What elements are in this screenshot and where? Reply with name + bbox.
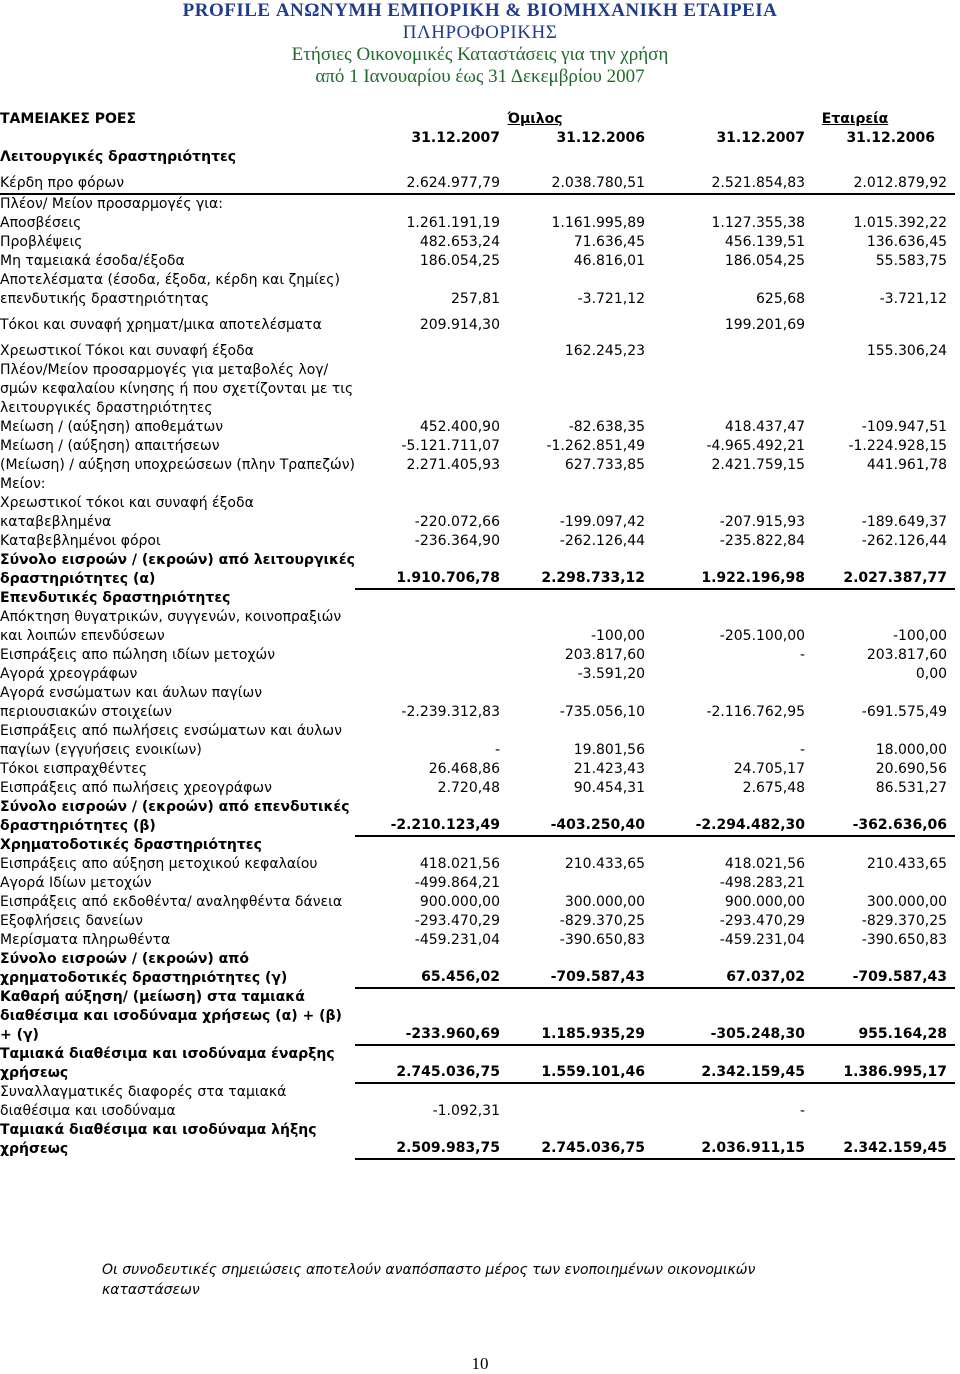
row-value-company-2007: 1.127.355,38 (711, 215, 806, 231)
row-value-company-2007: -2.116.762,95 (706, 704, 806, 720)
row-value-group-2007: 209.914,30 (419, 317, 500, 333)
row-value-group-2007: - (494, 742, 500, 758)
row-value-company-2006 (805, 1083, 955, 1121)
row-value-group-2007: 2.509.983,75 (355, 1121, 500, 1159)
table-row (0, 836, 955, 855)
table-row (0, 494, 955, 532)
row-value-group-2007: -2.210.123,49 (355, 798, 500, 836)
table-row (0, 646, 955, 665)
row-value-group-2006 (500, 589, 645, 608)
date-header-company-2006: 31.12.2006 (846, 130, 936, 146)
table-row (0, 779, 955, 798)
row-label: Πλέον/Μείον προσαρμογές για μεταβολές λογ/σμών κεφαλαίου κίνησης ή που σχετίζονται με τις λειτουργικές δραστηριότητες (0, 362, 354, 416)
row-value-company-2007: -205.100,00 (719, 628, 806, 644)
row-value-company-2006: -829.370,25 (861, 913, 948, 929)
table-row (0, 194, 955, 214)
row-value-group-2006 (500, 316, 645, 335)
row-label: Ταμιακά διαθέσιμα και ισοδύναμα λήξης χρήσεως (0, 1122, 317, 1157)
row-value-group-2007 (355, 475, 500, 494)
row-label: Χρεωστικοί τόκοι και συναφή έξοδα καταβεβλημένα (0, 495, 254, 530)
row-value-company-2006: 2.012.879,92 (805, 174, 955, 194)
row-value-company-2007: 67.037,02 (645, 950, 805, 988)
operating-heading: Λειτουργικές δραστηριότητες (0, 149, 237, 165)
row-value-group-2006: 19.801,56 (573, 742, 646, 758)
row-value-company-2007: -305.248,30 (645, 988, 805, 1045)
row-label: Εξοφλήσεις δανείων (0, 913, 143, 929)
row-value-company-2007 (645, 194, 805, 214)
row-value-company-2006: 955.164,28 (805, 988, 955, 1045)
footnote: Οι συνοδευτικές σημειώσεις αποτελούν αναπόσπαστο μέρος των ενοποιημένων οικονομικών καταστάσεων (102, 1262, 756, 1298)
row-value-company-2006: 2.342.159,45 (805, 1121, 955, 1159)
row-value-company-2006: -390.650,83 (861, 932, 948, 948)
row-value-company-2006: 441.961,78 (866, 457, 948, 473)
table-row (0, 456, 955, 475)
row-label: Αποτελέσματα (έσοδα, έξοδα, κέρδη και ζημίες) επενδυτικής δραστηριότητας (0, 272, 340, 307)
row-value-company-2007: 199.201,69 (724, 317, 806, 333)
row-label: Σύνολο εισροών / (εκροών) από επενδυτικές δραστηριότητες (β) (0, 799, 350, 834)
row-value-group-2007: 2.720,48 (437, 780, 500, 796)
row-value-company-2007: 2.036.911,15 (645, 1121, 805, 1159)
row-label: Συναλλαγματικές διαφορές στα ταμιακά διαθέσιμα και ισοδύναμα (0, 1084, 287, 1119)
table-row (0, 589, 955, 608)
table-row (0, 1121, 955, 1159)
row-value-group-2006: -735.056,10 (559, 704, 646, 720)
table-row (0, 1045, 955, 1083)
row-value-company-2006: 2.027.387,77 (805, 551, 955, 589)
row-label: Εισπράξεις απο αύξηση μετοχικού κεφαλαίου (0, 856, 318, 872)
row-value-company-2006: -109.947,51 (861, 419, 948, 435)
row-value-company-2006: 1.386.995,17 (805, 1045, 955, 1083)
row-value-group-2006: 21.423,43 (573, 761, 646, 777)
row-value-company-2006: -362.636,06 (805, 798, 955, 836)
table-row (0, 912, 955, 931)
row-value-group-2007: -293.470,29 (414, 913, 500, 929)
row-label: Μείον: (0, 476, 46, 492)
row-value-company-2007: 625,68 (756, 291, 806, 307)
row-label: Εισπράξεις από πωλήσεις χρεογράφων (0, 780, 272, 796)
row-value-company-2006 (805, 194, 955, 214)
row-label: Καθαρή αύξηση/ (μείωση) στα ταμιακά διαθέσιμα και ισοδύναμα χρήσεως (α) + (β) + (γ) (0, 989, 342, 1043)
row-value-group-2006: -829.370,25 (559, 913, 646, 929)
row-value-group-2006: 210.433,65 (564, 856, 646, 872)
row-value-group-2006 (500, 194, 645, 214)
row-value-group-2007 (355, 361, 500, 418)
date-header-group-2006: 31.12.2006 (556, 130, 646, 146)
row-value-company-2006: -691.575,49 (861, 704, 948, 720)
row-value-company-2007: -293.470,29 (719, 913, 806, 929)
table-row (0, 665, 955, 684)
table-row (0, 252, 955, 271)
row-value-company-2006: -3.721,12 (879, 291, 948, 307)
row-value-company-2007: 24.705,17 (733, 761, 806, 777)
row-value-company-2006: 55.583,75 (875, 253, 948, 269)
statement-period: από 1 Ιανουαρίου έως 31 Δεκεμβρίου 2007 (315, 66, 645, 87)
row-value-group-2006: -709.587,43 (500, 950, 645, 988)
row-label: Μερίσματα πληρωθέντα (0, 932, 171, 948)
row-value-group-2007: 65.456,02 (355, 950, 500, 988)
row-value-company-2006 (805, 361, 955, 418)
row-value-group-2006: -1.262.851,49 (546, 438, 646, 454)
row-value-group-2006: -199.097,42 (559, 514, 646, 530)
row-label: Μείωση / (αύξηση) αποθεμάτων (0, 419, 224, 435)
row-value-company-2006: -1.224.928,15 (848, 438, 948, 454)
row-value-company-2006: 1.015.392,22 (853, 215, 948, 231)
row-label: Πλέον/ Μείον προσαρμογές για: (0, 196, 223, 212)
date-header-company-2007: 31.12.2007 (716, 130, 806, 146)
row-value-group-2007 (355, 836, 500, 855)
row-value-company-2006 (805, 589, 955, 608)
row-value-company-2007: 2.421.759,15 (711, 457, 806, 473)
row-label: Απόκτηση θυγατρικών, συγγενών, κοινοπραξιών και λοιπών επενδύσεων (0, 609, 342, 644)
row-value-group-2007: -499.864,21 (414, 875, 500, 891)
row-label: Εισπράξεις από εκδοθέντα/ αναληφθέντα δάνεια (0, 894, 343, 910)
row-value-group-2007 (355, 646, 500, 665)
company-name-line2: ΠΛΗΡΟΦΟΡΙΚΗΣ (402, 22, 558, 43)
row-value-group-2007 (355, 665, 500, 684)
row-value-company-2006: 136.636,45 (866, 234, 948, 250)
table-title: ΤΑΜΕΙΑΚΕΣ ΡΟΕΣ (0, 111, 137, 127)
company-column-label: Εταιρεία (821, 111, 889, 127)
row-label: Μη ταμειακά έσοδα/έξοδα (0, 253, 185, 269)
table-row (0, 608, 955, 646)
row-value-company-2006: 300.000,00 (866, 894, 948, 910)
row-value-group-2007: 482.653,24 (419, 234, 500, 250)
row-value-company-2007: - (799, 742, 806, 758)
row-value-company-2006 (805, 836, 955, 855)
row-value-group-2007: 186.054,25 (419, 253, 500, 269)
row-value-company-2006: 20.690,56 (875, 761, 948, 777)
row-value-company-2007 (645, 361, 805, 418)
row-value-company-2006 (805, 475, 955, 494)
table-row (0, 437, 955, 456)
row-value-group-2006: 2.745.036,75 (500, 1121, 645, 1159)
table-row (0, 418, 955, 437)
row-value-company-2007: 186.054,25 (724, 253, 806, 269)
row-value-group-2006: -403.250,40 (500, 798, 645, 836)
row-label: Αποσβέσεις (0, 215, 82, 231)
row-value-company-2006: -709.587,43 (805, 950, 955, 988)
row-value-group-2006: 1.185.935,29 (500, 988, 645, 1045)
row-value-company-2007: -2.294.482,30 (645, 798, 805, 836)
row-value-company-2007: 900.000,00 (724, 894, 806, 910)
row-value-group-2006: 2.298.733,12 (500, 551, 645, 589)
row-label: Σύνολο εισροών / (εκροών) από λειτουργικές δραστηριότητες (α) (0, 552, 355, 587)
row-value-company-2006: 86.531,27 (875, 780, 948, 796)
row-value-group-2007: 2.271.405,93 (406, 457, 500, 473)
row-label: Τόκοι εισπραχθέντες (0, 761, 148, 777)
row-label: Μείωση / (αύξηση) απαιτήσεων (0, 438, 220, 454)
row-value-group-2006: 627.733,85 (564, 457, 646, 473)
row-value-company-2007: 2.675,48 (742, 780, 806, 796)
row-value-company-2007: 2.521.854,83 (645, 174, 805, 194)
row-value-company-2007: 2.342.159,45 (645, 1045, 805, 1083)
table-row (0, 855, 955, 874)
table-row (0, 214, 955, 233)
table-row (0, 174, 955, 194)
row-value-group-2007: 1.261.191,19 (406, 215, 500, 231)
cash-flow-rows (0, 174, 955, 1159)
row-label: Καταβεβλημένοι φόροι (0, 533, 161, 549)
row-value-group-2007: 2.624.977,79 (355, 174, 500, 194)
group-column-label: Όμιλος (507, 111, 563, 127)
row-label: Επενδυτικές δραστηριότητες (0, 590, 231, 606)
row-value-group-2006: -390.650,83 (559, 932, 646, 948)
row-value-group-2007: 26.468,86 (428, 761, 500, 777)
row-label: Εισπράξεις από πωλήσεις ενσώματων και άυλων παγίων (εγγυήσεις ενοικίων) (0, 723, 342, 758)
row-value-group-2007: -220.072,66 (414, 514, 500, 530)
row-label: Χρεωστικοί Τόκοι και συναφή έξοδα (0, 343, 254, 359)
row-value-company-2007 (645, 475, 805, 494)
table-row (0, 684, 955, 722)
row-value-group-2006: -262.126,44 (559, 533, 646, 549)
table-row (0, 874, 955, 893)
row-value-company-2007 (645, 342, 805, 361)
row-value-company-2006: 210.433,65 (866, 856, 948, 872)
table-row (0, 988, 955, 1045)
row-value-company-2007: -4.965.492,21 (706, 438, 806, 454)
row-label: Αγορά χρεογράφων (0, 666, 138, 682)
row-value-company-2007: -459.231,04 (719, 932, 806, 948)
row-value-company-2007: 418.021,56 (724, 856, 806, 872)
row-value-company-2006: -189.649,37 (861, 514, 948, 530)
row-value-group-2007: -1.092,31 (432, 1103, 500, 1119)
row-value-company-2007: 456.139,51 (724, 234, 806, 250)
row-value-group-2006: 2.038.780,51 (500, 174, 645, 194)
row-label: Κέρδη προ φόρων (0, 174, 355, 194)
page-number: 10 (471, 1354, 489, 1373)
table-row (0, 342, 955, 361)
row-value-group-2006: -3.591,20 (577, 666, 646, 682)
row-value-company-2006: 155.306,24 (866, 343, 948, 359)
row-value-group-2007: 900.000,00 (419, 894, 500, 910)
table-row (0, 798, 955, 836)
table-row (0, 760, 955, 779)
row-label: Σύνολο εισροών / (εκροών) από χρηματοδοτικές δραστηριότητες (γ) (0, 951, 288, 986)
row-value-group-2007: -2.239.312,83 (401, 704, 500, 720)
row-value-group-2007: -236.364,90 (414, 533, 500, 549)
row-value-group-2007: 418.021,56 (419, 856, 500, 872)
row-value-group-2006 (500, 836, 645, 855)
table-row (0, 893, 955, 912)
row-value-group-2007: 1.910.706,78 (355, 551, 500, 589)
row-value-group-2006: -82.638,35 (568, 419, 646, 435)
table-row (0, 551, 955, 589)
row-value-company-2007: -235.822,84 (719, 533, 806, 549)
row-value-company-2007 (645, 665, 805, 684)
table-row (0, 233, 955, 252)
row-value-company-2007: -498.283,21 (719, 875, 806, 891)
row-label: (Μείωση) / αύξηση υποχρεώσεων (πλην Τραπεζών) (0, 457, 355, 473)
table-row (0, 475, 955, 494)
row-value-company-2007: 418.437,47 (724, 419, 806, 435)
row-value-group-2006 (500, 361, 645, 418)
row-value-group-2007: 2.745.036,75 (355, 1045, 500, 1083)
row-value-group-2006: 1.559.101,46 (500, 1045, 645, 1083)
row-value-company-2006: 203.817,60 (866, 647, 948, 663)
company-name: PROFILE ΑΝΩΝΥΜΗ ΕΜΠΟΡΙΚΗ & ΒΙΟΜΗΧΑΝΙΚΗ ΕΤΑΙΡΕΙΑ (182, 0, 778, 21)
row-value-company-2006: 0,00 (915, 666, 948, 682)
row-value-company-2006: -100,00 (892, 628, 948, 644)
row-value-group-2006: 1.161.995,89 (551, 215, 646, 231)
row-value-company-2006 (805, 316, 955, 335)
date-header-group-2007: 31.12.2007 (411, 130, 500, 146)
row-value-group-2007: 452.400,90 (419, 419, 500, 435)
row-value-group-2006: 90.454,31 (573, 780, 646, 796)
table-row (0, 950, 955, 988)
row-value-company-2007: - (799, 1103, 806, 1119)
statement-title: Ετήσιες Οικονομικές Καταστάσεις για την χρήση (291, 44, 669, 65)
row-value-group-2007: -459.231,04 (414, 932, 500, 948)
table-row (0, 532, 955, 551)
row-value-group-2007: 257,81 (451, 291, 500, 307)
row-value-company-2006: -262.126,44 (861, 533, 948, 549)
table-row (0, 271, 955, 309)
row-label: Τόκοι και συναφή χρηματ/μικα αποτελέσματα (0, 317, 322, 333)
row-label: Προβλέψεις (0, 234, 83, 250)
document-header (0, 0, 960, 88)
row-label: Ταμιακά διαθέσιμα και ισοδύναμα έναρξης χρήσεως (0, 1046, 335, 1081)
row-label: Αγορά ενσώματων και άυλων παγίων περιουσιακών στοιχείων (0, 685, 263, 720)
row-value-group-2006: 300.000,00 (564, 894, 646, 910)
row-value-group-2006 (500, 475, 645, 494)
table-row (0, 361, 955, 418)
table-row (0, 316, 955, 335)
row-value-group-2007 (355, 589, 500, 608)
row-value-group-2007 (355, 342, 500, 361)
table-row (0, 1083, 955, 1121)
row-value-group-2007 (355, 194, 500, 214)
row-value-group-2006: 46.816,01 (573, 253, 646, 269)
table-row (0, 931, 955, 950)
row-value-group-2007 (355, 608, 500, 646)
row-value-company-2007: 1.922.196,98 (645, 551, 805, 589)
row-value-group-2007: -5.121.711,07 (401, 438, 500, 454)
row-label: Εισπράξεις απο πώληση ιδίων μετοχών (0, 647, 276, 663)
row-value-company-2006: 18.000,00 (875, 742, 948, 758)
row-value-group-2006: -100,00 (590, 628, 646, 644)
row-value-company-2007: -207.915,93 (719, 514, 806, 530)
row-value-company-2007 (645, 836, 805, 855)
row-value-company-2007: - (799, 647, 806, 663)
row-label: Αγορά Ιδίων μετοχών (0, 875, 152, 891)
row-value-company-2007 (645, 589, 805, 608)
row-value-group-2006: 71.636,45 (573, 234, 646, 250)
row-value-group-2006 (500, 1083, 645, 1121)
row-value-group-2006: 203.817,60 (564, 647, 646, 663)
cash-flow-table (0, 110, 955, 1160)
row-value-group-2006: 162.245,23 (564, 343, 646, 359)
table-row (0, 722, 955, 760)
row-value-group-2006 (500, 874, 645, 893)
row-value-group-2006: -3.721,12 (577, 291, 646, 307)
row-value-group-2007: -233.960,69 (355, 988, 500, 1045)
row-value-company-2006 (805, 874, 955, 893)
row-label: Χρηματοδοτικές δραστηριότητες (0, 837, 262, 853)
